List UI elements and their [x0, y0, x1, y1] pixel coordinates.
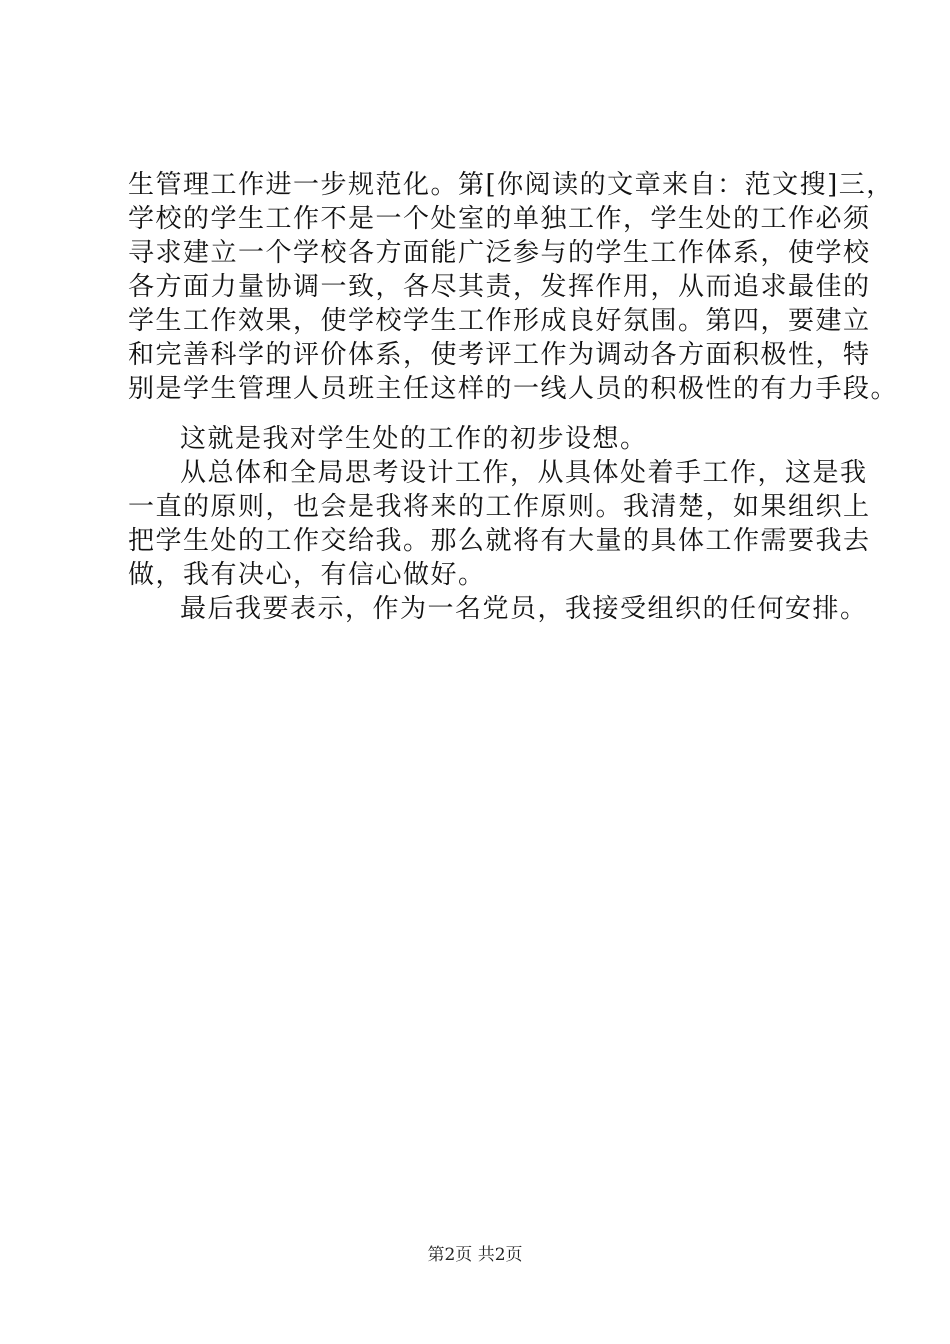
- text-line: 别是学生管理人员班主任这样的一线人员的积极性的有力手段。: [128, 374, 899, 404]
- text-line: 这就是我对学生处的工作的初步设想。: [180, 424, 648, 454]
- text-line: 学生工作效果，使学校学生工作形成良好氛围。第四，要建立: [128, 306, 871, 336]
- text-line: 寻求建立一个学校各方面能广泛参与的学生工作体系，使学校: [128, 238, 871, 268]
- text-line: 从总体和全局思考设计工作，从具体处着手工作，这是我: [180, 458, 868, 488]
- paragraph-2: [128, 422, 848, 456]
- document-body: [128, 168, 899, 626]
- text-line: 生管理工作进一步规范化。第[你阅读的文章来自：范文搜]三，: [128, 170, 894, 200]
- paragraph-4: [128, 592, 868, 626]
- text-line: 一直的原则，也会是我将来的工作原则。我清楚，如果组织上: [128, 492, 871, 522]
- paragraph-3: [128, 456, 871, 592]
- text-line: 最后我要表示，作为一名党员，我接受组织的任何安排。: [180, 594, 868, 624]
- page-number: 第2页 共2页: [427, 1245, 523, 1265]
- text-line: 和完善科学的评价体系，使考评工作为调动各方面积极性，特: [128, 340, 871, 370]
- paragraph-1: [128, 168, 899, 406]
- text-line: 做，我有决心，有信心做好。: [128, 560, 486, 590]
- page-footer: [0, 1244, 950, 1266]
- text-line: 学校的学生工作不是一个处室的单独工作，学生处的工作必须: [128, 204, 871, 234]
- text-line: 各方面力量协调一致，各尽其责，发挥作用，从而追求最佳的: [128, 272, 871, 302]
- text-line: 把学生处的工作交给我。那么就将有大量的具体工作需要我去: [128, 526, 871, 556]
- paragraph-gap: [128, 406, 848, 422]
